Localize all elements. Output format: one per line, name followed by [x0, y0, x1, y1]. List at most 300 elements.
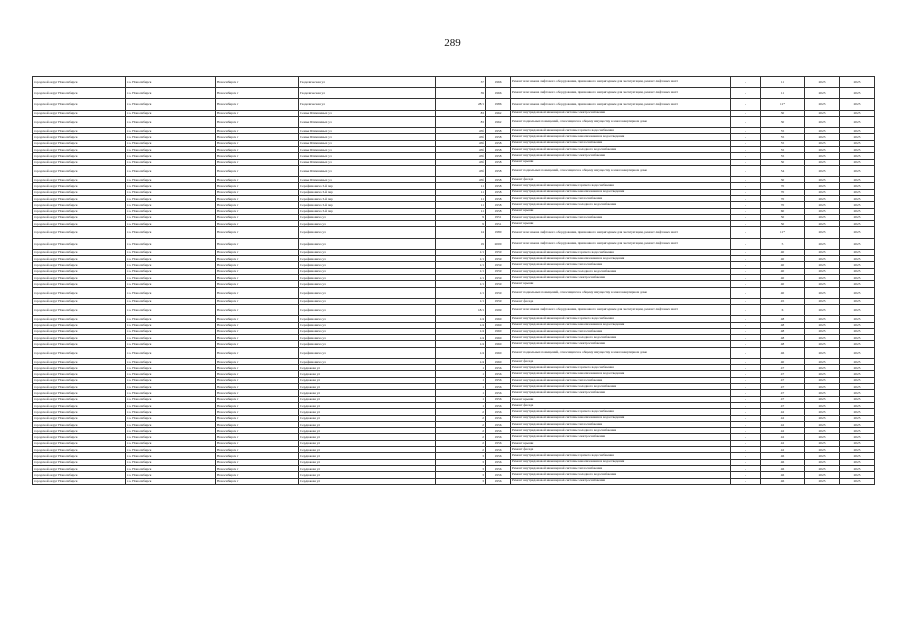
settlement-cell: г.о. Новосибирск: [126, 472, 216, 478]
district-cell: городской округ Новосибирск: [33, 208, 126, 214]
settlement-cell: г.о. Новосибирск: [126, 140, 216, 146]
work-type-cell: Ремонт внутридомовой инженерной системы холодного водоснабжения: [511, 472, 731, 478]
city-cell: Новосибирск г: [216, 128, 299, 134]
build-year-cell: 1956: [486, 472, 511, 478]
build-year-cell: 1956: [486, 465, 511, 471]
table-row: [33, 227, 875, 238]
city-cell: Новосибирск г: [216, 298, 299, 304]
work-type-cell: Ремонт внутридомовой инженерной системы канализования и водоотведения: [511, 415, 731, 421]
settlement-cell: г.о. Новосибирск: [126, 183, 216, 189]
start-year-cell: 2023: [805, 256, 840, 262]
city-cell: Новосибирск г: [216, 238, 299, 249]
value-cell: 48: [761, 322, 805, 328]
street-cell: Геодезическая ул: [299, 99, 436, 110]
district-cell: городской округ Новосибирск: [33, 262, 126, 268]
table-row: [33, 287, 875, 298]
district-cell: городской округ Новосибирск: [33, 189, 126, 195]
settlement-cell: г.о. Новосибирск: [126, 377, 216, 383]
value-cell: 42: [761, 421, 805, 427]
end-year-cell: 2025: [840, 396, 875, 402]
dash-cell: -: [731, 208, 761, 214]
end-year-cell: 2025: [840, 77, 875, 88]
city-cell: Новосибирск г: [216, 249, 299, 255]
district-cell: городской округ Новосибирск: [33, 335, 126, 341]
district-cell: городской округ Новосибирск: [33, 99, 126, 110]
street-cell: Сердюкова ул: [299, 415, 436, 421]
street-cell: Семьи Шамшиных ул: [299, 134, 436, 140]
end-year-cell: 2025: [840, 402, 875, 408]
work-type-cell: Ремонт внутридомовой инженерной системы теплоснабжения: [511, 328, 731, 334]
value-cell: 70: [761, 183, 805, 189]
work-type-cell: Ремонт крыши: [511, 221, 731, 227]
city-cell: Новосибирск г: [216, 328, 299, 334]
street-cell: Сердюкова ул: [299, 396, 436, 402]
end-year-cell: 2025: [840, 347, 875, 358]
work-type-cell: Ремонт внутридомовой инженерной системы холодного водоснабжения: [511, 146, 731, 152]
start-year-cell: 2023: [805, 447, 840, 453]
work-type-cell: Ремонт внутридомовой инженерной системы холодного водоснабжения: [511, 268, 731, 274]
district-cell: городской округ Новосибирск: [33, 358, 126, 364]
end-year-cell: 2025: [840, 195, 875, 201]
city-cell: Новосибирск г: [216, 287, 299, 298]
house-number-cell: 1/1: [436, 274, 486, 280]
city-cell: Новосибирск г: [216, 221, 299, 227]
settlement-cell: г.о. Новосибирск: [126, 177, 216, 183]
build-year-cell: 1956: [486, 390, 511, 396]
house-number-cell: 1: [436, 390, 486, 396]
settlement-cell: г.о. Новосибирск: [126, 249, 216, 255]
settlement-cell: г.о. Новосибирск: [126, 128, 216, 134]
district-cell: городской округ Новосибирск: [33, 447, 126, 453]
settlement-cell: г.о. Новосибирск: [126, 453, 216, 459]
dash-cell: -: [731, 177, 761, 183]
work-type-cell: Ремонт внутридомовой инженерной системы горячего водоснабжения: [511, 249, 731, 255]
settlement-cell: г.о. Новосибирск: [126, 478, 216, 484]
settlement-cell: г.о. Новосибирск: [126, 434, 216, 440]
city-cell: Новосибирск г: [216, 281, 299, 287]
start-year-cell: 2023: [805, 377, 840, 383]
table-row: [33, 88, 875, 99]
city-cell: Новосибирск г: [216, 227, 299, 238]
dash-cell: -: [731, 428, 761, 434]
district-cell: городской округ Новосибирск: [33, 298, 126, 304]
value-cell: 40: [761, 256, 805, 262]
district-cell: городской округ Новосибирск: [33, 434, 126, 440]
start-year-cell: 2023: [805, 177, 840, 183]
settlement-cell: г.о. Новосибирск: [126, 335, 216, 341]
settlement-cell: г.о. Новосибирск: [126, 99, 216, 110]
work-type-cell: Ремонт внутридомовой инженерной системы холодного водоснабжения: [511, 384, 731, 390]
value-cell: 46: [761, 453, 805, 459]
house-number-cell: 1: [436, 365, 486, 371]
value-cell: 46: [761, 478, 805, 484]
street-cell: Серафимовича ул: [299, 249, 436, 255]
dash-cell: -: [731, 465, 761, 471]
build-year-cell: 1960: [486, 358, 511, 364]
build-year-cell: 1966: [486, 77, 511, 88]
district-cell: городской округ Новосибирск: [33, 341, 126, 347]
settlement-cell: г.о. Новосибирск: [126, 153, 216, 159]
city-cell: Новосибирск г: [216, 459, 299, 465]
value-cell: 70: [761, 202, 805, 208]
work-type-cell: Ремонт крыши: [511, 208, 731, 214]
work-type-cell: Ремонт внутридомовой инженерной системы теплоснабжения: [511, 195, 731, 201]
work-type-cell: Ремонт подвальных помещений, относящихся к общему имуществу в многоквартирном доме: [511, 347, 731, 358]
build-year-cell: 1958: [486, 189, 511, 195]
dash-cell: -: [731, 153, 761, 159]
house-number-cell: 45б: [436, 153, 486, 159]
city-cell: Новосибирск г: [216, 322, 299, 328]
settlement-cell: г.о. Новосибирск: [126, 298, 216, 304]
dash-cell: -: [731, 358, 761, 364]
build-year-cell: 1958: [486, 208, 511, 214]
work-type-cell: Ремонт подвальных помещений, относящихся к общему имуществу в многоквартирном доме: [511, 165, 731, 176]
work-type-cell: Ремонт или замена лифтового оборудования, признанного непригодным для эксплуатации, ремонт лифтовых шахт: [511, 77, 731, 88]
work-type-cell: Ремонт внутридомовой инженерной системы электроснабжения: [511, 341, 731, 347]
dash-cell: -: [731, 390, 761, 396]
district-cell: городской округ Новосибирск: [33, 328, 126, 334]
start-year-cell: 2023: [805, 202, 840, 208]
end-year-cell: 2025: [840, 202, 875, 208]
start-year-cell: 2023: [805, 140, 840, 146]
work-type-cell: Ремонт внутридомовой инженерной системы канализования и водоотведения: [511, 322, 731, 328]
street-cell: Семьи Шамшиных ул: [299, 116, 436, 127]
build-year-cell: 1999: [486, 305, 511, 316]
city-cell: Новосибирск г: [216, 358, 299, 364]
street-cell: Серафимовича ул: [299, 305, 436, 316]
dash-cell: -: [731, 472, 761, 478]
house-number-cell: 1/4: [436, 328, 486, 334]
value-cell: 42: [761, 434, 805, 440]
value-cell: 50: [761, 159, 805, 165]
district-cell: городской округ Новосибирск: [33, 409, 126, 415]
dash-cell: -: [731, 287, 761, 298]
street-cell: Семьи Шамшиных ул: [299, 159, 436, 165]
end-year-cell: 2025: [840, 377, 875, 383]
district-cell: городской округ Новосибирск: [33, 371, 126, 377]
work-type-cell: Ремонт внутридомовой инженерной системы горячего водоснабжения: [511, 365, 731, 371]
build-year-cell: 1956: [486, 421, 511, 427]
city-cell: Новосибирск г: [216, 165, 299, 176]
district-cell: городской округ Новосибирск: [33, 384, 126, 390]
end-year-cell: 2025: [840, 110, 875, 116]
settlement-cell: г.о. Новосибирск: [126, 77, 216, 88]
street-cell: Семьи Шамшиных ул: [299, 177, 436, 183]
city-cell: Новосибирск г: [216, 390, 299, 396]
value-cell: 40: [761, 358, 805, 364]
dash-cell: -: [731, 268, 761, 274]
city-cell: Новосибирск г: [216, 402, 299, 408]
dash-cell: -: [731, 116, 761, 127]
settlement-cell: г.о. Новосибирск: [126, 440, 216, 446]
house-number-cell: 1/4: [436, 347, 486, 358]
dash-cell: -: [731, 453, 761, 459]
settlement-cell: г.о. Новосибирск: [126, 415, 216, 421]
value-cell: 50: [761, 221, 805, 227]
district-cell: городской округ Новосибирск: [33, 396, 126, 402]
city-cell: Новосибирск г: [216, 421, 299, 427]
street-cell: Семьи Шамшиных ул: [299, 110, 436, 116]
city-cell: Новосибирск г: [216, 183, 299, 189]
street-cell: Серафимовича ул: [299, 274, 436, 280]
district-cell: городской округ Новосибирск: [33, 140, 126, 146]
street-cell: Серафимовича ул: [299, 347, 436, 358]
dash-cell: -: [731, 274, 761, 280]
settlement-cell: г.о. Новосибирск: [126, 347, 216, 358]
work-type-cell: Ремонт внутридомовой инженерной системы холодного водоснабжения: [511, 428, 731, 434]
table-row: [33, 116, 875, 127]
build-year-cell: 1958: [486, 153, 511, 159]
end-year-cell: 2025: [840, 208, 875, 214]
start-year-cell: 2023: [805, 214, 840, 220]
street-cell: Семьи Шамшиных ул: [299, 165, 436, 176]
district-cell: городской округ Новосибирск: [33, 195, 126, 201]
district-cell: городской округ Новосибирск: [33, 128, 126, 134]
work-type-cell: Ремонт внутридомовой инженерной системы теплоснабжения: [511, 421, 731, 427]
dash-cell: -: [731, 110, 761, 116]
start-year-cell: 2023: [805, 384, 840, 390]
work-type-cell: Ремонт внутридомовой инженерной системы горячего водоснабжения: [511, 128, 731, 134]
end-year-cell: 2025: [840, 238, 875, 249]
start-year-cell: 2023: [805, 227, 840, 238]
repair-schedule-table: [32, 76, 874, 485]
value-cell: 40: [761, 262, 805, 268]
end-year-cell: 2025: [840, 440, 875, 446]
end-year-cell: 2025: [840, 88, 875, 99]
end-year-cell: 2025: [840, 421, 875, 427]
settlement-cell: г.о. Новосибирск: [126, 227, 216, 238]
house-number-cell: 9: [436, 214, 486, 220]
street-cell: Серафимовича 3-й пер: [299, 202, 436, 208]
value-cell: 11*: [761, 99, 805, 110]
work-type-cell: Ремонт крыши: [511, 396, 731, 402]
build-year-cell: 1986: [486, 99, 511, 110]
start-year-cell: 2023: [805, 146, 840, 152]
start-year-cell: 2023: [805, 415, 840, 421]
value-cell: 47: [761, 371, 805, 377]
end-year-cell: 2025: [840, 183, 875, 189]
settlement-cell: г.о. Новосибирск: [126, 459, 216, 465]
build-year-cell: 1958: [486, 177, 511, 183]
value-cell: 47: [761, 396, 805, 402]
dash-cell: -: [731, 305, 761, 316]
street-cell: Сердюкова ул: [299, 371, 436, 377]
work-type-cell: Ремонт или замена лифтового оборудования, признанного непригодным для эксплуатации, ремонт лифтовых шахт: [511, 227, 731, 238]
value-cell: 55: [761, 153, 805, 159]
district-cell: городской округ Новосибирск: [33, 134, 126, 140]
district-cell: городской округ Новосибирск: [33, 177, 126, 183]
house-number-cell: 83: [436, 116, 486, 127]
house-number-cell: 2: [436, 409, 486, 415]
district-cell: городской округ Новосибирск: [33, 472, 126, 478]
end-year-cell: 2025: [840, 305, 875, 316]
district-cell: городской округ Новосибирск: [33, 227, 126, 238]
house-number-cell: 3: [436, 453, 486, 459]
settlement-cell: г.о. Новосибирск: [126, 110, 216, 116]
end-year-cell: 2025: [840, 316, 875, 322]
city-cell: Новосибирск г: [216, 146, 299, 152]
city-cell: Новосибирск г: [216, 208, 299, 214]
settlement-cell: г.о. Новосибирск: [126, 465, 216, 471]
district-cell: городской округ Новосибирск: [33, 465, 126, 471]
start-year-cell: 2023: [805, 268, 840, 274]
build-year-cell: 1956: [486, 365, 511, 371]
house-number-cell: 1/1: [436, 287, 486, 298]
settlement-cell: г.о. Новосибирск: [126, 316, 216, 322]
start-year-cell: 2023: [805, 249, 840, 255]
start-year-cell: 2023: [805, 428, 840, 434]
settlement-cell: г.о. Новосибирск: [126, 221, 216, 227]
table-row: [33, 305, 875, 316]
dash-cell: -: [731, 202, 761, 208]
district-cell: городской округ Новосибирск: [33, 159, 126, 165]
district-cell: городской округ Новосибирск: [33, 268, 126, 274]
settlement-cell: г.о. Новосибирск: [126, 208, 216, 214]
dash-cell: -: [731, 183, 761, 189]
dash-cell: -: [731, 478, 761, 484]
start-year-cell: 2023: [805, 402, 840, 408]
value-cell: 30: [761, 110, 805, 116]
end-year-cell: 2025: [840, 165, 875, 176]
dash-cell: -: [731, 322, 761, 328]
city-cell: Новосибирск г: [216, 396, 299, 402]
house-number-cell: 1/4: [436, 335, 486, 341]
house-number-cell: 45б: [436, 140, 486, 146]
house-number-cell: 14: [436, 227, 486, 238]
street-cell: Сердюкова ул: [299, 472, 436, 478]
street-cell: Сердюкова ул: [299, 465, 436, 471]
build-year-cell: 1956: [486, 478, 511, 484]
end-year-cell: 2025: [840, 358, 875, 364]
build-year-cell: 1962: [486, 110, 511, 116]
build-year-cell: 1959: [486, 256, 511, 262]
work-type-cell: Ремонт внутридомовой инженерной системы канализования и водоотведения: [511, 256, 731, 262]
work-type-cell: Ремонт внутридомовой инженерной системы канализования и водоотведения: [511, 189, 731, 195]
start-year-cell: 2023: [805, 472, 840, 478]
work-type-cell: Ремонт или замена лифтового оборудования, признанного непригодным для эксплуатации, ремонт лифтовых шахт: [511, 99, 731, 110]
work-type-cell: Ремонт крыши: [511, 440, 731, 446]
page-number: 289: [444, 37, 461, 49]
street-cell: Серафимовича ул: [299, 214, 436, 220]
end-year-cell: 2025: [840, 268, 875, 274]
build-year-cell: 1958: [486, 134, 511, 140]
dash-cell: -: [731, 262, 761, 268]
start-year-cell: 2023: [805, 328, 840, 334]
street-cell: Серафимовича ул: [299, 256, 436, 262]
city-cell: Новосибирск г: [216, 268, 299, 274]
end-year-cell: 2025: [840, 428, 875, 434]
city-cell: Новосибирск г: [216, 440, 299, 446]
dash-cell: -: [731, 328, 761, 334]
build-year-cell: 1956: [486, 371, 511, 377]
house-number-cell: 2: [436, 428, 486, 434]
house-number-cell: 1: [436, 396, 486, 402]
value-cell: 48: [761, 328, 805, 334]
value-cell: 40: [761, 268, 805, 274]
value-cell: 40: [761, 249, 805, 255]
value-cell: 42: [761, 428, 805, 434]
district-cell: городской округ Новосибирск: [33, 478, 126, 484]
district-cell: городской округ Новосибирск: [33, 390, 126, 396]
city-cell: Новосибирск г: [216, 472, 299, 478]
dash-cell: -: [731, 377, 761, 383]
work-type-cell: Ремонт внутридомовой инженерной системы электроснабжения: [511, 478, 731, 484]
build-year-cell: 1956: [486, 453, 511, 459]
house-number-cell: 3: [436, 472, 486, 478]
build-year-cell: 1958: [486, 140, 511, 146]
end-year-cell: 2025: [840, 322, 875, 328]
district-cell: городской округ Новосибирск: [33, 440, 126, 446]
street-cell: Сердюкова ул: [299, 384, 436, 390]
work-type-cell: Ремонт внутридомовой инженерной системы теплоснабжения: [511, 140, 731, 146]
end-year-cell: 2025: [840, 134, 875, 140]
end-year-cell: 2025: [840, 365, 875, 371]
settlement-cell: г.о. Новосибирск: [126, 365, 216, 371]
value-cell: 47: [761, 390, 805, 396]
build-year-cell: 1960: [486, 322, 511, 328]
house-number-cell: 1/4: [436, 316, 486, 322]
start-year-cell: 2023: [805, 208, 840, 214]
dash-cell: -: [731, 146, 761, 152]
house-number-cell: 28/1: [436, 99, 486, 110]
build-year-cell: 1958: [486, 183, 511, 189]
table-row: [33, 165, 875, 176]
work-type-cell: Ремонт внутридомовой инженерной системы холодного водоснабжения: [511, 335, 731, 341]
build-year-cell: 1956: [486, 377, 511, 383]
build-year-cell: 1956: [486, 459, 511, 465]
house-number-cell: 11: [436, 183, 486, 189]
city-cell: Новосибирск г: [216, 409, 299, 415]
build-year-cell: 1958: [486, 165, 511, 176]
house-number-cell: 2: [436, 434, 486, 440]
settlement-cell: г.о. Новосибирск: [126, 409, 216, 415]
dash-cell: -: [731, 159, 761, 165]
settlement-cell: г.о. Новосибирск: [126, 88, 216, 99]
street-cell: Сердюкова ул: [299, 447, 436, 453]
build-year-cell: 1956: [486, 396, 511, 402]
district-cell: городской округ Новосибирск: [33, 415, 126, 421]
build-year-cell: 1959: [486, 262, 511, 268]
city-cell: Новосибирск г: [216, 384, 299, 390]
start-year-cell: 2023: [805, 134, 840, 140]
work-type-cell: Ремонт крыши: [511, 159, 731, 165]
build-year-cell: 1951: [486, 221, 511, 227]
city-cell: Новосибирск г: [216, 465, 299, 471]
district-cell: городской округ Новосибирск: [33, 274, 126, 280]
build-year-cell: 1962: [486, 116, 511, 127]
value-cell: 46: [761, 459, 805, 465]
house-number-cell: 45б: [436, 128, 486, 134]
street-cell: Серафимовича ул: [299, 281, 436, 287]
end-year-cell: 2025: [840, 409, 875, 415]
end-year-cell: 2025: [840, 447, 875, 453]
house-number-cell: 2: [436, 447, 486, 453]
value-cell: 30: [761, 116, 805, 127]
end-year-cell: 2025: [840, 371, 875, 377]
city-cell: Новосибирск г: [216, 195, 299, 201]
street-cell: Сердюкова ул: [299, 440, 436, 446]
house-number-cell: 1/4: [436, 358, 486, 364]
work-type-cell: Ремонт внутридомовой инженерной системы горячего водоснабжения: [511, 453, 731, 459]
house-number-cell: 11: [436, 202, 486, 208]
work-type-cell: Ремонт внутридомовой инженерной системы теплоснабжения: [511, 262, 731, 268]
value-cell: 11*: [761, 227, 805, 238]
street-cell: Серафимовича ул: [299, 316, 436, 322]
end-year-cell: 2025: [840, 140, 875, 146]
work-type-cell: Ремонт внутридомовой инженерной системы теплоснабжения: [511, 214, 731, 220]
street-cell: Сердюкова ул: [299, 365, 436, 371]
house-number-cell: 3: [436, 459, 486, 465]
